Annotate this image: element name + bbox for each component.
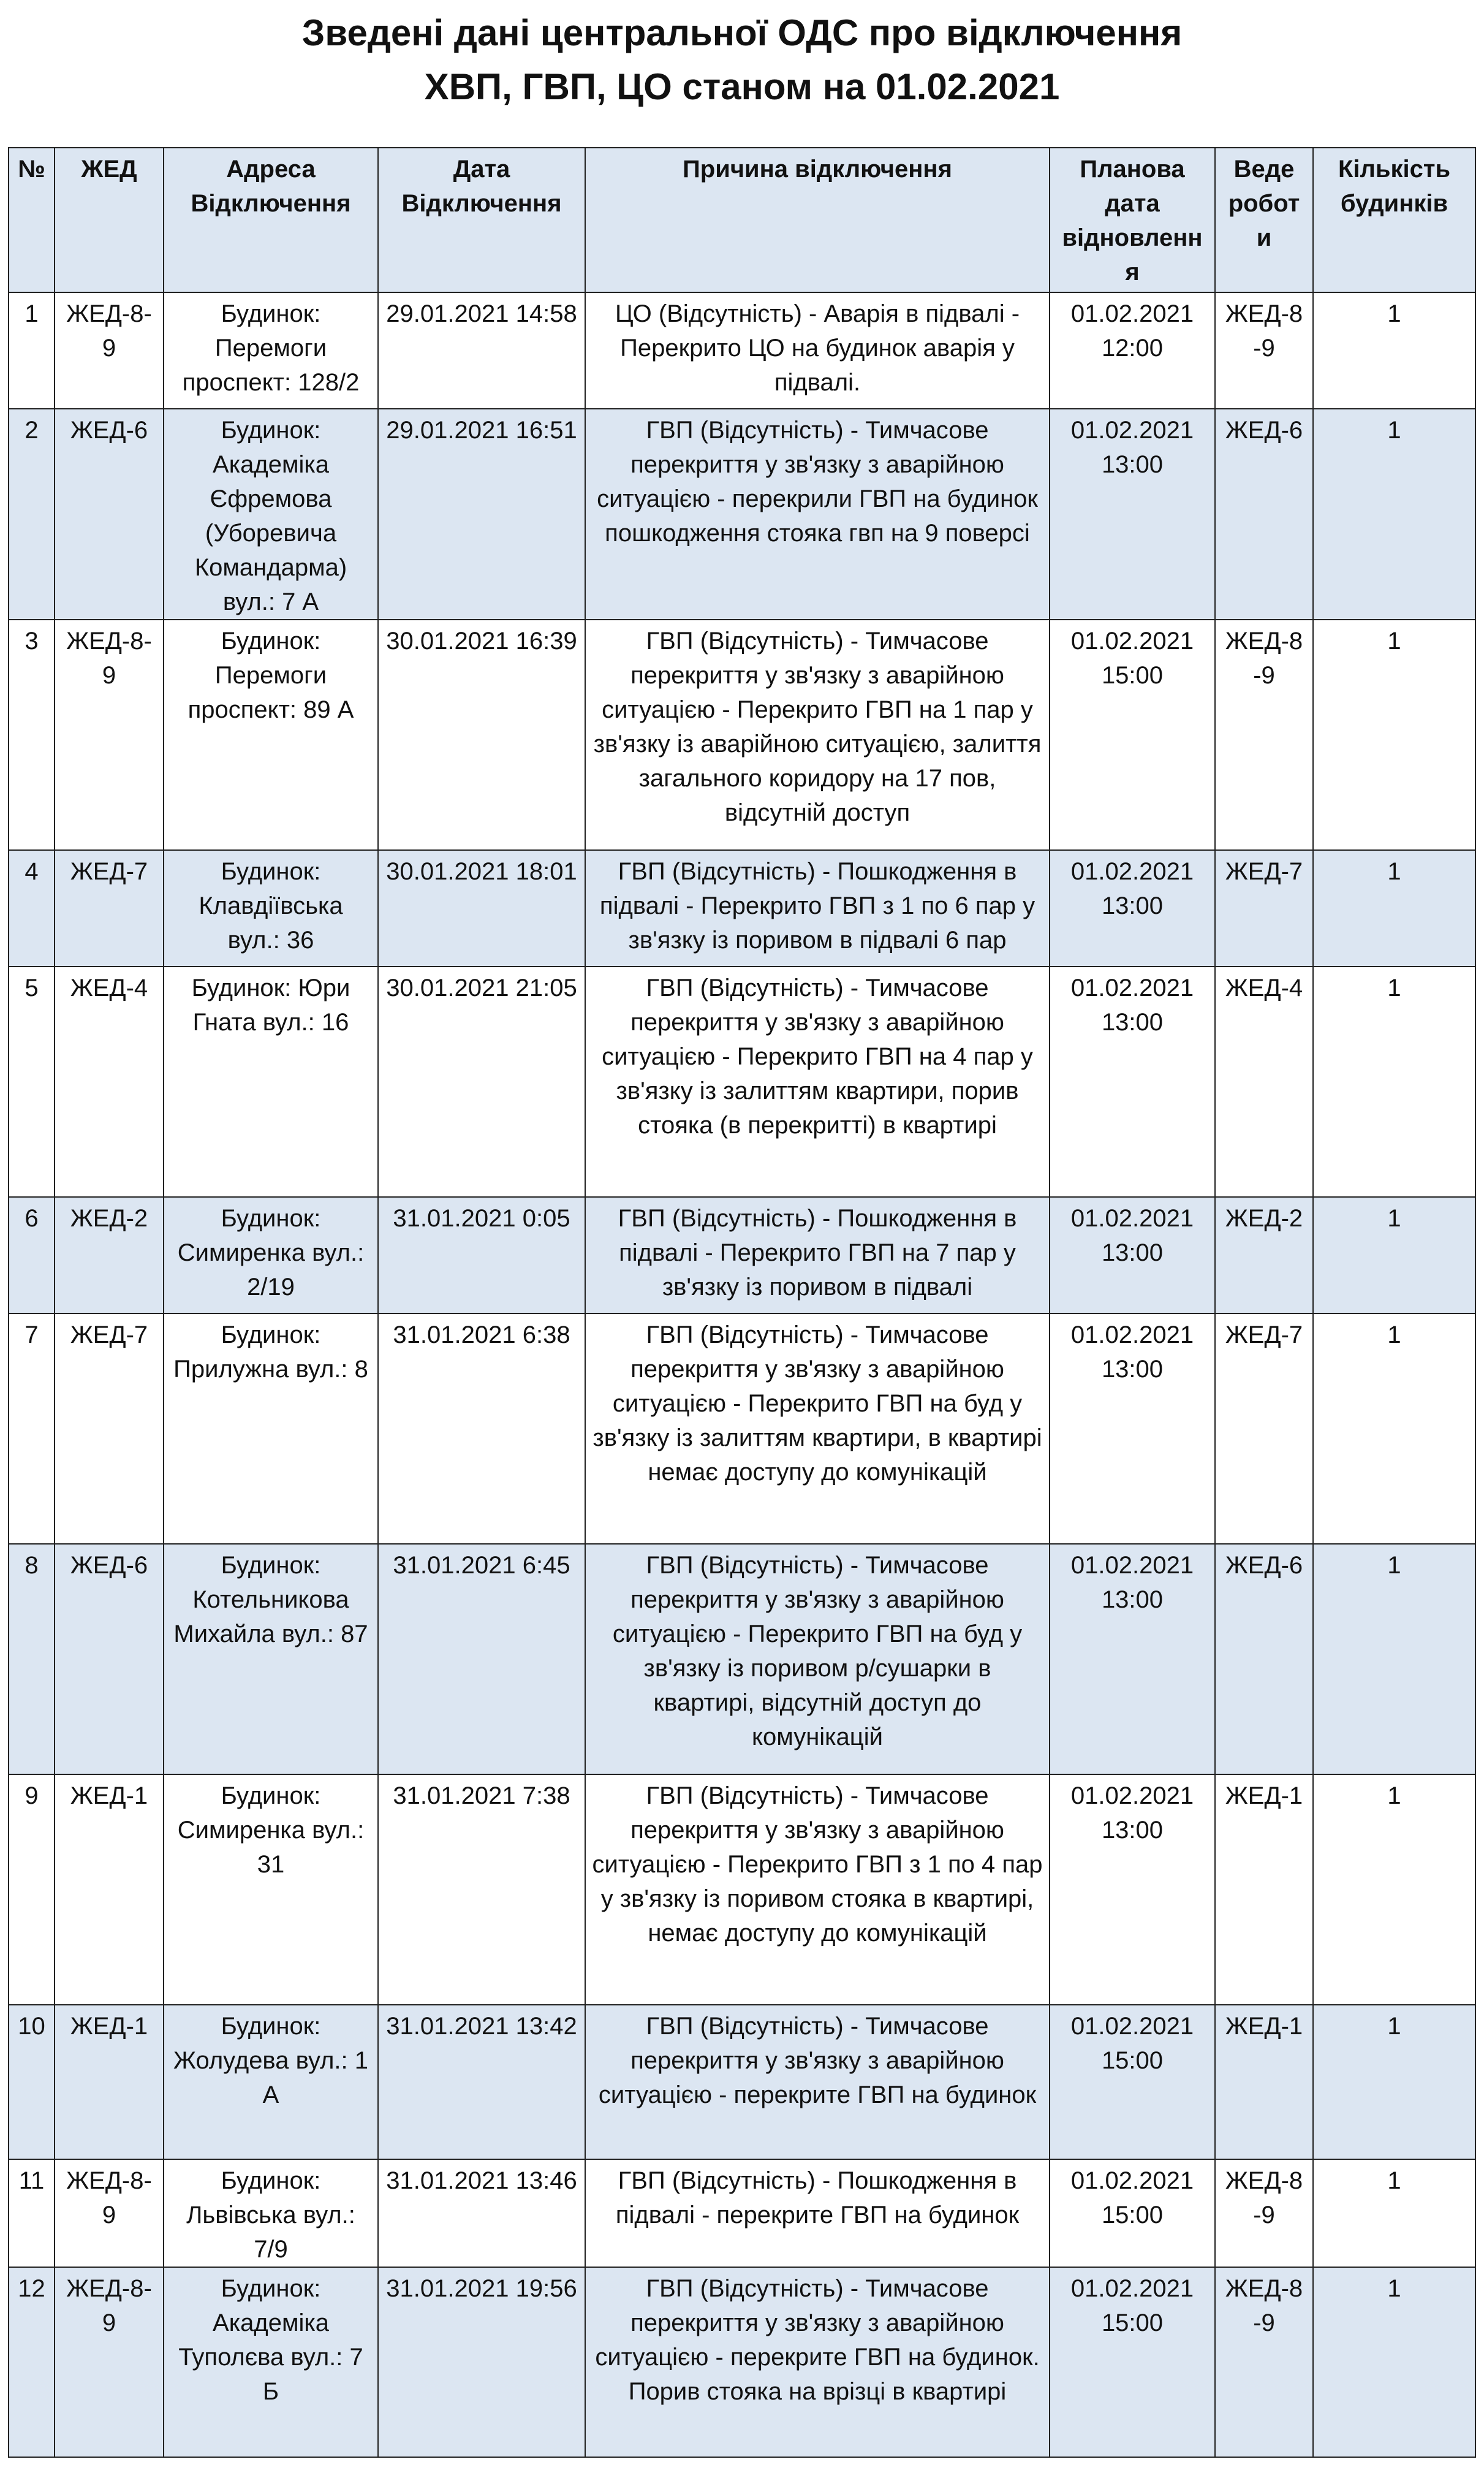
cell-who: ЖЕД-8-9 (1215, 620, 1313, 850)
cell-zhed: ЖЕД-6 (55, 409, 164, 620)
cell-plan-date: 01.02.2021 15:00 (1050, 2005, 1215, 2159)
table-row (9, 1313, 1475, 1544)
cell-who: ЖЕД-6 (1215, 409, 1313, 620)
page-title (0, 6, 1484, 123)
cell-who: ЖЕД-7 (1215, 850, 1313, 967)
header-count: Кількість будинків (1313, 148, 1475, 292)
cell-num: 9 (9, 1774, 55, 2005)
cell-plan-date: 01.02.2021 15:00 (1050, 2267, 1215, 2457)
cell-zhed: ЖЕД-8-9 (55, 292, 164, 409)
table-row (9, 409, 1475, 620)
cell-plan-date: 01.02.2021 13:00 (1050, 1544, 1215, 1774)
header-address: Адреса Відключення (164, 148, 378, 292)
cell-plan-date: 01.02.2021 15:00 (1050, 2159, 1215, 2267)
cell-zhed: ЖЕД-6 (55, 1544, 164, 1774)
cell-plan-date: 01.02.2021 15:00 (1050, 620, 1215, 850)
cell-address: Будинок: Симиренка вул.: 31 (164, 1774, 378, 2005)
cell-count: 1 (1313, 2159, 1475, 2267)
cell-count: 1 (1313, 1313, 1475, 1544)
cell-num: 6 (9, 1197, 55, 1313)
cell-num: 11 (9, 2159, 55, 2267)
cell-date: 30.01.2021 18:01 (378, 850, 585, 967)
table-row (9, 850, 1475, 967)
cell-plan-date: 01.02.2021 13:00 (1050, 409, 1215, 620)
cell-reason: ГВП (Відсутність) - Тимчасове перекриття у зв'язку з аварійною ситуацією - перекрили ГВП на будинок пошкодження стояка гвп на 9 поверсі (585, 409, 1050, 620)
header-num: № (9, 148, 55, 292)
table-row (9, 292, 1475, 409)
cell-num: 4 (9, 850, 55, 967)
cell-count: 1 (1313, 1774, 1475, 2005)
cell-address: Будинок: Жолудева вул.: 1 А (164, 2005, 378, 2159)
cell-reason: ГВП (Відсутність) - Тимчасове перекриття у зв'язку з аварійною ситуацією - Перекрито ГВП на 4 пар у зв'язку із залиттям квартири, порив стояка (в перекритті) в квартирі (585, 967, 1050, 1197)
cell-who: ЖЕД-4 (1215, 967, 1313, 1197)
cell-address: Будинок: Перемоги проспект: 89 А (164, 620, 378, 850)
cell-count: 1 (1313, 292, 1475, 409)
cell-date: 31.01.2021 6:45 (378, 1544, 585, 1774)
cell-count: 1 (1313, 1197, 1475, 1313)
cell-num: 3 (9, 620, 55, 850)
cell-reason: ГВП (Відсутність) - Тимчасове перекриття у зв'язку з аварійною ситуацією - Перекрито ГВП з 1 по 4 пар у зв'язку із поривом стояка в квартирі, немає доступу до комунікацій (585, 1774, 1050, 2005)
cell-address: Будинок: Симиренка вул.: 2/19 (164, 1197, 378, 1313)
cell-zhed: ЖЕД-1 (55, 2005, 164, 2159)
cell-date: 29.01.2021 14:58 (378, 292, 585, 409)
cell-plan-date: 01.02.2021 13:00 (1050, 850, 1215, 967)
title-line-1: Зведені дані центральної ОДС про відключення (301, 12, 1183, 53)
cell-address: Будинок: Львівська вул.: 7/9 (164, 2159, 378, 2267)
cell-zhed: ЖЕД-8-9 (55, 620, 164, 850)
cell-who: ЖЕД-2 (1215, 1197, 1313, 1313)
cell-date: 31.01.2021 13:46 (378, 2159, 585, 2267)
table-row (9, 2267, 1475, 2457)
cell-reason: ГВП (Відсутність) - Тимчасове перекриття у зв'язку з аварійною ситуацією - Перекрито ГВП на буд у зв'язку із залиттям квартири, в квартирі немає доступу до комунікацій (585, 1313, 1050, 1544)
cell-date: 31.01.2021 13:42 (378, 2005, 585, 2159)
header-reason: Причина відключення (585, 148, 1050, 292)
cell-address: Будинок: Клавдіївська вул.: 36 (164, 850, 378, 967)
cell-address: Будинок: Академіка Туполєва вул.: 7 Б (164, 2267, 378, 2457)
cell-zhed: ЖЕД-8-9 (55, 2159, 164, 2267)
cell-num: 2 (9, 409, 55, 620)
cell-zhed: ЖЕД-2 (55, 1197, 164, 1313)
cell-address: Будинок: Перемоги проспект: 128/2 (164, 292, 378, 409)
cell-who: ЖЕД-8-9 (1215, 2267, 1313, 2457)
table-row (9, 2159, 1475, 2267)
cell-zhed: ЖЕД-4 (55, 967, 164, 1197)
cell-date: 29.01.2021 16:51 (378, 409, 585, 620)
cell-date: 31.01.2021 6:38 (378, 1313, 585, 1544)
cell-count: 1 (1313, 850, 1475, 967)
cell-zhed: ЖЕД-7 (55, 850, 164, 967)
cell-date: 30.01.2021 16:39 (378, 620, 585, 850)
cell-count: 1 (1313, 620, 1475, 850)
header-row (9, 148, 1475, 292)
table-row (9, 620, 1475, 850)
cell-reason: ГВП (Відсутність) - Тимчасове перекриття у зв'язку з аварійною ситуацією - Перекрито ГВП на 1 пар у зв'язку із аварійною ситуацією, залиття загального коридору на 17 пов, відсутній доступ (585, 620, 1050, 850)
table-row (9, 1774, 1475, 2005)
cell-zhed: ЖЕД-7 (55, 1313, 164, 1544)
cell-who: ЖЕД-1 (1215, 1774, 1313, 2005)
cell-date: 31.01.2021 19:56 (378, 2267, 585, 2457)
cell-num: 1 (9, 292, 55, 409)
table-row (9, 1197, 1475, 1313)
cell-who: ЖЕД-7 (1215, 1313, 1313, 1544)
cell-who: ЖЕД-8-9 (1215, 292, 1313, 409)
cell-reason: ГВП (Відсутність) - Тимчасове перекриття у зв'язку з аварійною ситуацією - перекрите ГВП на будинок. Порив стояка на врізці в квартирі (585, 2267, 1050, 2457)
cell-who: ЖЕД-6 (1215, 1544, 1313, 1774)
cell-zhed: ЖЕД-1 (55, 1774, 164, 2005)
cell-num: 12 (9, 2267, 55, 2457)
cell-address: Будинок: Котельникова Михайла вул.: 87 (164, 1544, 378, 1774)
cell-plan-date: 01.02.2021 13:00 (1050, 1774, 1215, 2005)
cell-address: Будинок: Академіка Єфремова (Уборевича Командарма) вул.: 7 А (164, 409, 378, 620)
cell-reason: ГВП (Відсутність) - Тимчасове перекриття у зв'язку з аварійною ситуацією - перекрите ГВП на будинок (585, 2005, 1050, 2159)
cell-address: Будинок: Прилужна вул.: 8 (164, 1313, 378, 1544)
outages-table (8, 147, 1476, 2458)
header-date: Дата Відключення (378, 148, 585, 292)
table-row (9, 1544, 1475, 1774)
header-zhed: ЖЕД (55, 148, 164, 292)
cell-plan-date: 01.02.2021 13:00 (1050, 967, 1215, 1197)
cell-who: ЖЕД-8-9 (1215, 2159, 1313, 2267)
cell-num: 10 (9, 2005, 55, 2159)
cell-reason: ГВП (Відсутність) - Тимчасове перекриття у зв'язку з аварійною ситуацією - Перекрито ГВП на буд у зв'язку із поривом р/сушарки в квартирі, відсутній доступ до комунікацій (585, 1544, 1050, 1774)
cell-who: ЖЕД-1 (1215, 2005, 1313, 2159)
cell-num: 7 (9, 1313, 55, 1544)
header-who: Веде роботи (1215, 148, 1313, 292)
table-row (9, 2005, 1475, 2159)
cell-count: 1 (1313, 2267, 1475, 2457)
cell-num: 8 (9, 1544, 55, 1774)
cell-reason: ГВП (Відсутність) - Пошкодження в підвалі - Перекрито ГВП з 1 по 6 пар у зв'язку із поривом в підвалі 6 пар (585, 850, 1050, 967)
cell-date: 31.01.2021 0:05 (378, 1197, 585, 1313)
cell-plan-date: 01.02.2021 12:00 (1050, 292, 1215, 409)
cell-date: 30.01.2021 21:05 (378, 967, 585, 1197)
header-plan-date: Планова дата відновлення (1050, 148, 1215, 292)
cell-reason: ГВП (Відсутність) - Пошкодження в підвалі - Перекрито ГВП на 7 пар у зв'язку із поривом в підвалі (585, 1197, 1050, 1313)
cell-count: 1 (1313, 2005, 1475, 2159)
cell-zhed: ЖЕД-8-9 (55, 2267, 164, 2457)
cell-plan-date: 01.02.2021 13:00 (1050, 1197, 1215, 1313)
cell-date: 31.01.2021 7:38 (378, 1774, 585, 2005)
cell-reason: ЦО (Відсутність) - Аварія в підвалі - Перекрито ЦО на будинок аварія у підвалі. (585, 292, 1050, 409)
cell-address: Будинок: Юри Гната вул.: 16 (164, 967, 378, 1197)
cell-plan-date: 01.02.2021 13:00 (1050, 1313, 1215, 1544)
title-line-2: ХВП, ГВП, ЦО станом на 01.02.2021 (424, 66, 1060, 107)
table-row (9, 967, 1475, 1197)
cell-count: 1 (1313, 967, 1475, 1197)
cell-num: 5 (9, 967, 55, 1197)
cell-count: 1 (1313, 409, 1475, 620)
cell-reason: ГВП (Відсутність) - Пошкодження в підвалі - перекрите ГВП на будинок (585, 2159, 1050, 2267)
cell-count: 1 (1313, 1544, 1475, 1774)
